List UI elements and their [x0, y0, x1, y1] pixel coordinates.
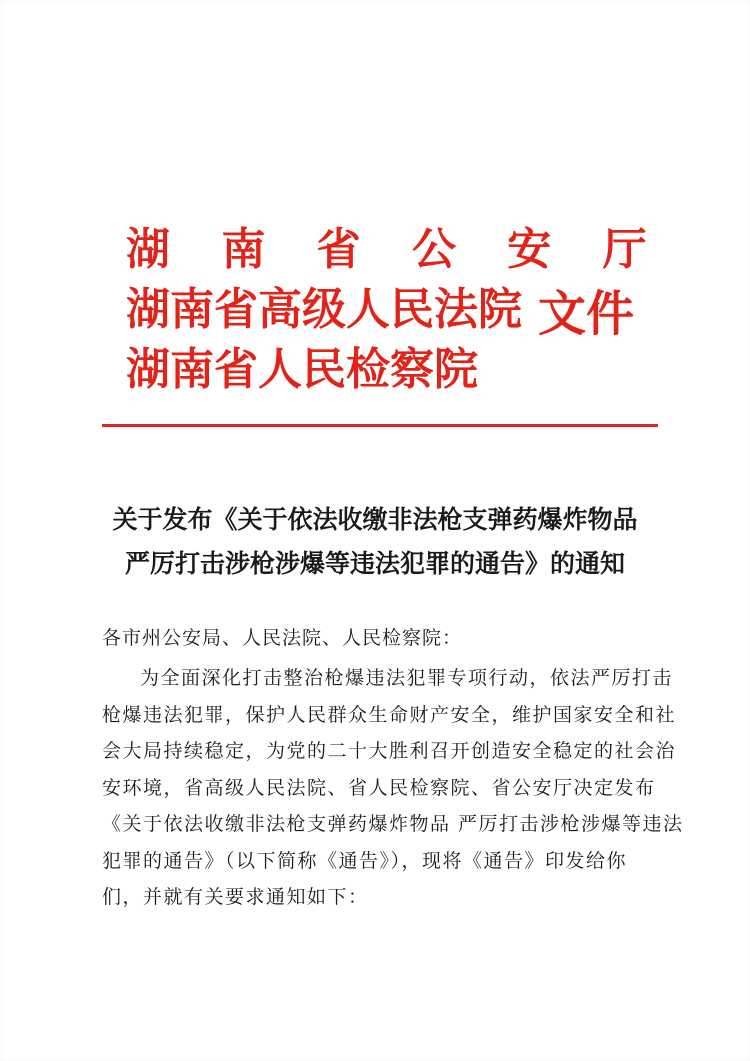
body-line: 犯罪的通告》（以下简称《通告》），现将《通告》印发给你	[102, 849, 628, 872]
body-paragraph	[102, 660, 684, 916]
document-title	[60, 498, 690, 586]
title-line-1: 关于发布《关于依法收缴非法枪支弹药爆炸物品	[112, 505, 638, 534]
red-divider	[102, 424, 658, 427]
body-line: 枪爆违法犯罪，保护人民群众生命财产安全，维护国家安全和社	[102, 703, 677, 726]
body-line: 《关于依法收缴非法枪支弹药爆炸物品 严厉打击涉枪涉爆等违法	[102, 813, 684, 835]
addressee: 各市州公安局、人民法院、人民检察院：	[102, 627, 463, 649]
body-line: 会大局持续稳定，为党的二十大胜利召开创造安全稳定的社会治	[102, 740, 677, 762]
title-line-2: 严厉打击涉枪涉爆等违法犯罪的通告》的通知	[124, 549, 625, 578]
body-line: 为全面深化打击整治枪爆违法犯罪专项行动，依法严厉打击	[140, 667, 674, 689]
org-high-court: 湖南省高级人民法院	[126, 284, 522, 335]
body-line: 们，并就有关要求通知如下：	[102, 886, 369, 908]
body-line: 安环境，省高级人民法院、省人民检察院、省公安厅决定发布	[102, 776, 656, 799]
org-procuratorate: 湖南省人民检察院	[126, 344, 478, 395]
org-public-security: 湖 南 省 公 安 厅	[126, 224, 665, 275]
document-header	[126, 220, 665, 410]
doc-suffix: 文件	[538, 286, 635, 342]
